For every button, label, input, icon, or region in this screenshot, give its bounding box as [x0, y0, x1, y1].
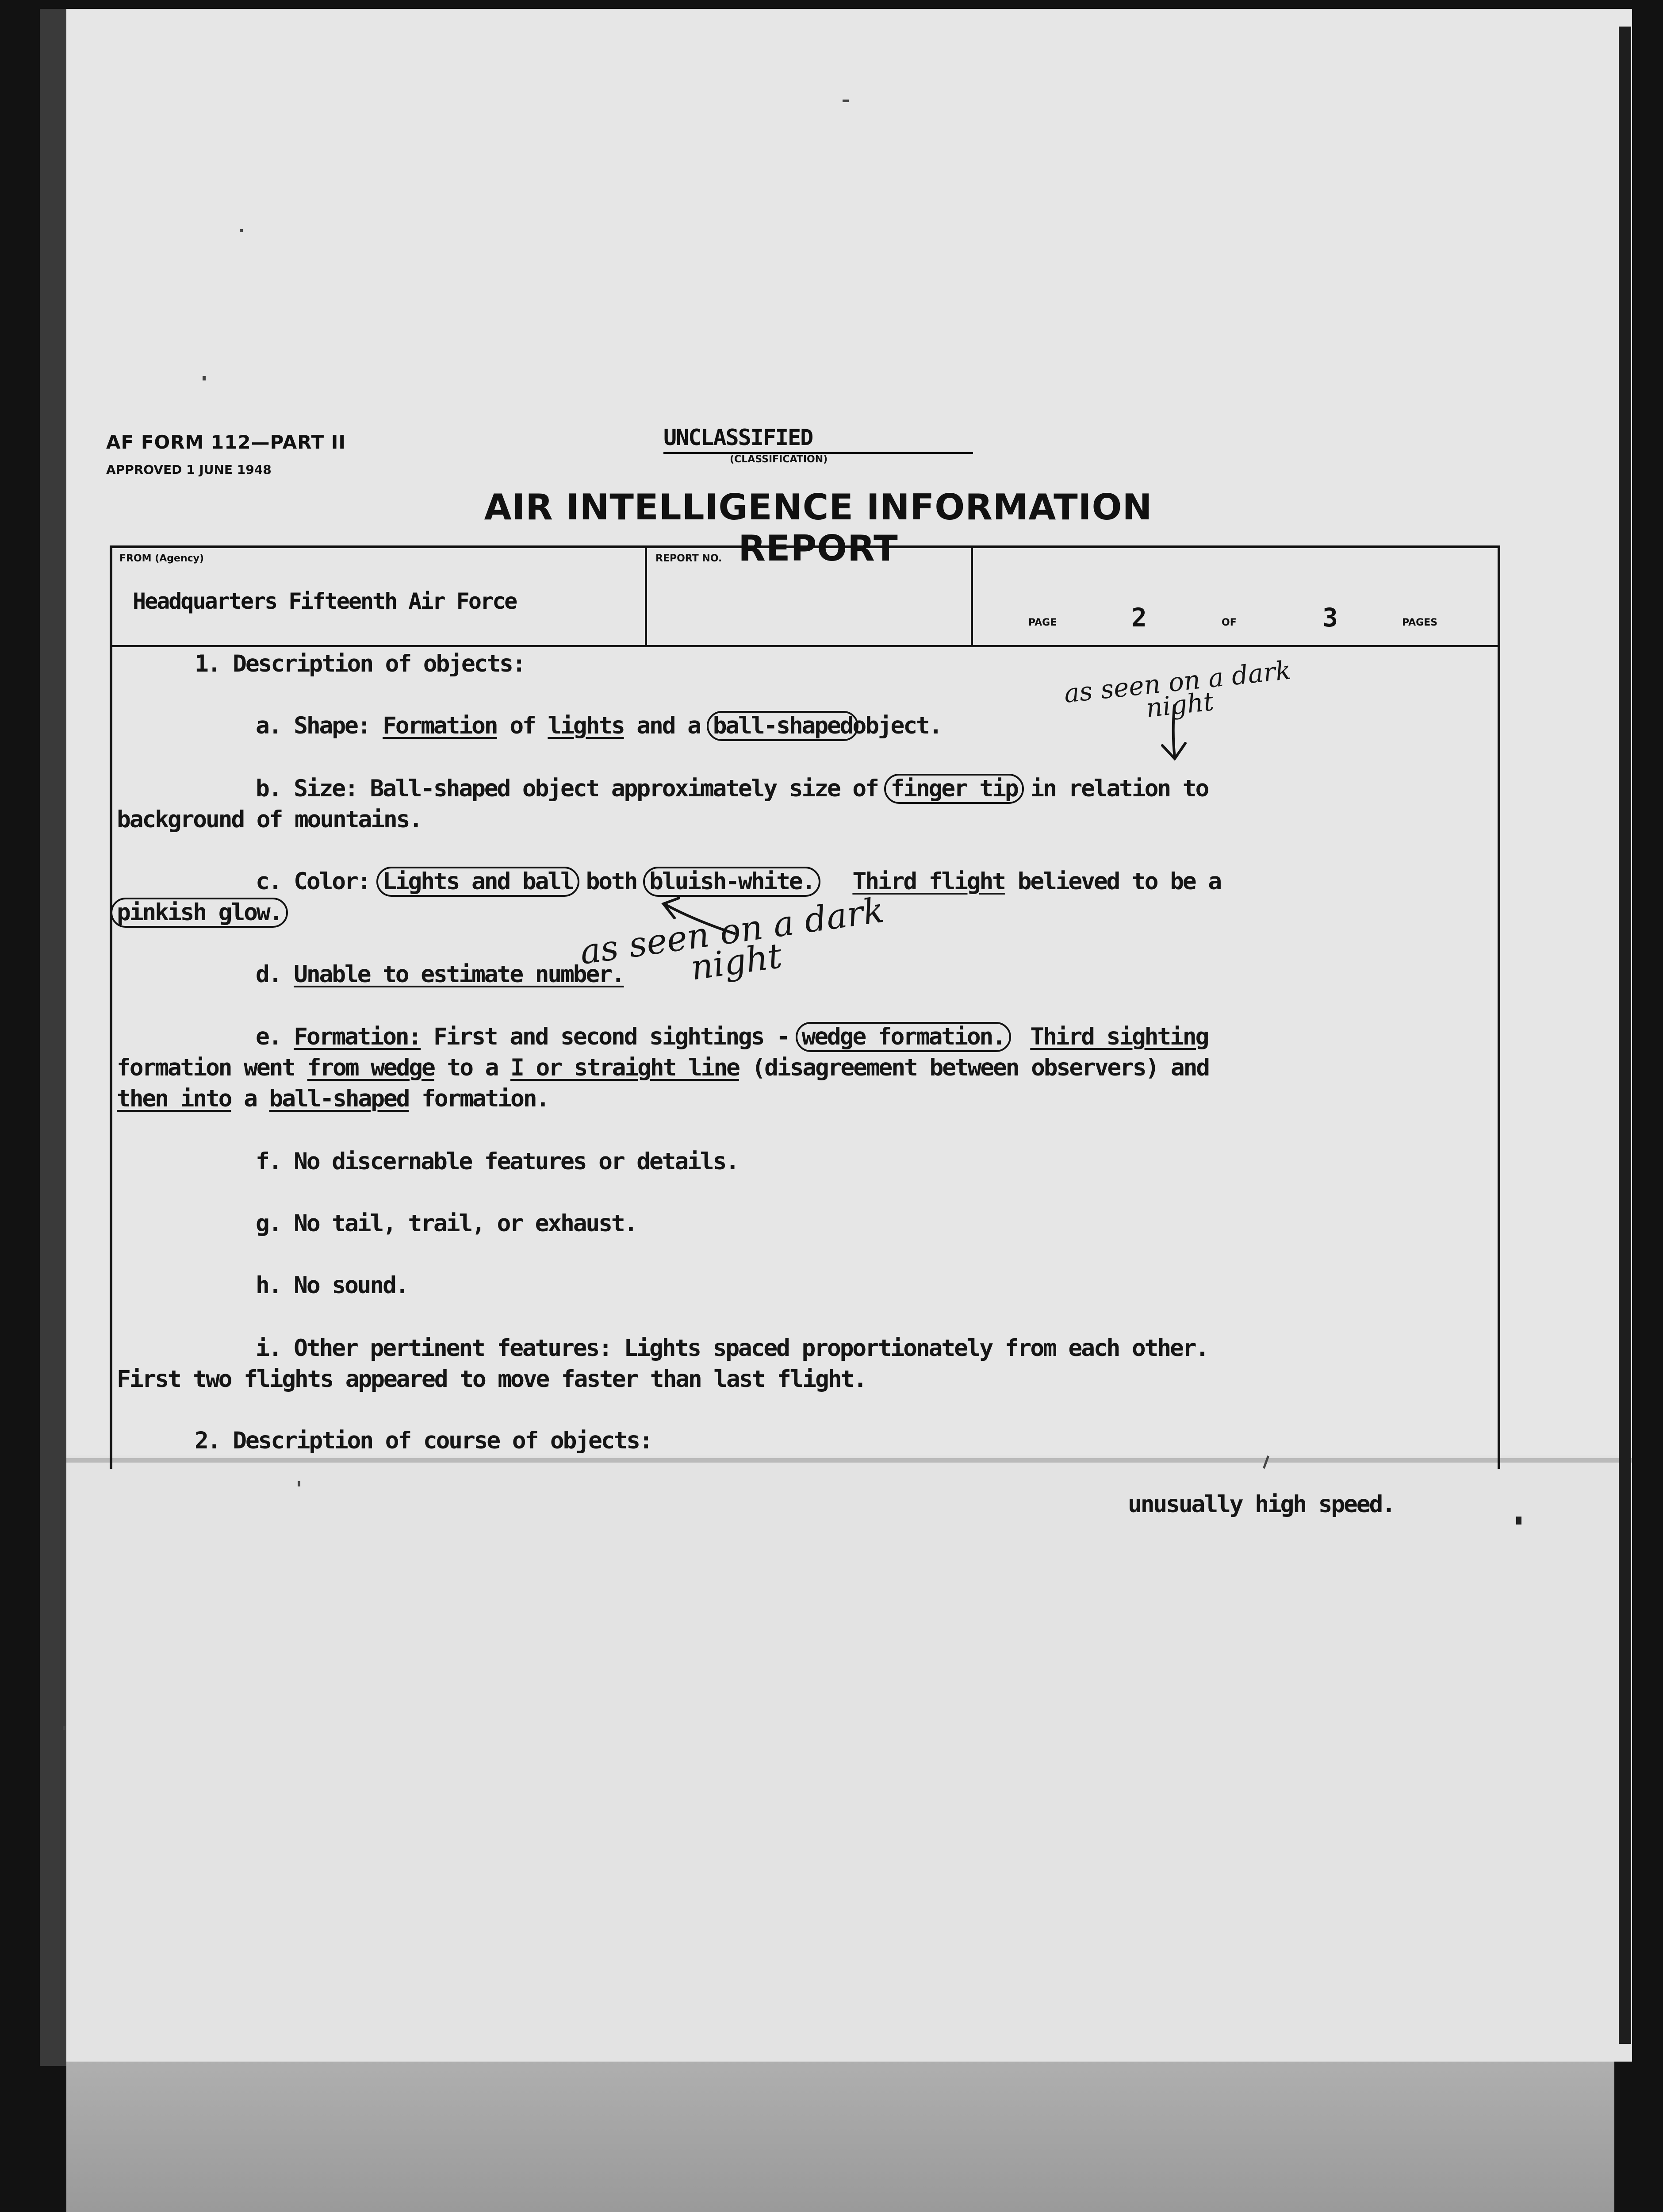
partial-visible-line: unusually high speed.	[1128, 1491, 1395, 1518]
item-b-relation: in relation to	[1017, 775, 1208, 802]
of-label: OF	[1222, 617, 1237, 628]
item-b-text: b. Size: Ball-shaped object approximately size of	[256, 775, 891, 802]
from-label: FROM (Agency)	[119, 553, 204, 564]
section-2-heading: 2. Description of course of objects:	[195, 1427, 652, 1454]
item-c-both: both	[573, 868, 649, 895]
item-c-bluish-white: bluish-white.	[643, 867, 820, 897]
scan-speck	[843, 100, 849, 102]
item-a-lights: lights	[548, 712, 624, 739]
scan-speck	[1516, 1517, 1521, 1525]
total-pages: 3	[1322, 603, 1338, 633]
handwritten-note-color: as seen on a dark night	[577, 890, 887, 988]
handwritten-note-shape: as seen on a dark night	[1062, 655, 1293, 723]
item-d-prefix: d.	[256, 961, 294, 988]
section-1-heading: 1. Description of objects:	[195, 650, 525, 677]
form-approved-date: APPROVED 1 JUNE 1948	[106, 462, 272, 477]
item-e-ball-shaped: ball-shaped	[269, 1085, 409, 1112]
item-a-formation: Formation	[383, 712, 497, 739]
item-e-formation-label: Formation:	[294, 1023, 421, 1050]
item-e-prefix: e.	[256, 1023, 294, 1050]
item-b-line2: background of mountains.	[117, 806, 422, 833]
item-c-pinkish-glow: pinkish glow.	[111, 898, 288, 928]
item-e-then-into: then into	[117, 1085, 231, 1112]
scan-speck	[240, 229, 243, 232]
page-number: 2	[1131, 603, 1147, 633]
pages-label: PAGES	[1402, 617, 1438, 628]
scan-speck	[203, 376, 206, 380]
scan-speck	[63, 1726, 65, 1730]
item-e-first: First and second sightings -	[421, 1023, 802, 1050]
scan-speck	[298, 1481, 300, 1486]
classification-label: (CLASSIFICATION)	[730, 454, 828, 465]
item-c-third-flight: Third flight	[852, 868, 1005, 895]
item-c-lights-and-ball: Lights and ball	[376, 867, 579, 897]
item-f-features: f. No discernable features or details.	[256, 1148, 738, 1175]
arrow-to-ball	[663, 898, 734, 933]
item-e-to-a: to a	[434, 1054, 510, 1081]
report-title: AIR INTELLIGENCE INFORMATION REPORT	[484, 487, 1153, 569]
form-id: AF FORM 112—PART II	[106, 431, 346, 453]
item-e-straight-line: I or straight line	[510, 1054, 739, 1081]
report-no-label: REPORT NO.	[655, 553, 722, 564]
item-a-prefix: a. Shape:	[256, 712, 383, 739]
item-i-pertinent: i. Other pertinent features: Lights spaced proportionately from each other.	[256, 1335, 1208, 1362]
item-a-and: and a	[624, 712, 713, 739]
page-label: PAGE	[1028, 617, 1057, 628]
item-e-disagreement: (disagreement between observers) and	[739, 1054, 1209, 1081]
item-c-believed: believed to be a	[1004, 868, 1221, 895]
item-c-prefix: c. Color:	[256, 868, 383, 895]
item-a-of: of	[497, 712, 548, 739]
item-b-finger-tip: finger tip	[884, 774, 1023, 804]
item-a-ball-shaped: ball-shaped	[707, 711, 859, 741]
arrow-to-object	[1162, 706, 1185, 759]
item-a-object: object.	[852, 712, 942, 739]
item-e-third: Third sighting	[1030, 1023, 1208, 1050]
item-d-text: Unable to estimate number.	[294, 961, 624, 988]
item-e-formation-end: formation.	[409, 1085, 549, 1112]
item-e-from-wedge: from wedge	[307, 1054, 434, 1081]
item-i-line2: First two flights appeared to move faster than last flight.	[117, 1366, 866, 1393]
item-e-wedge: wedge formation.	[796, 1022, 1011, 1052]
classification-marking: UNCLASSIFIED	[663, 425, 973, 454]
item-e-went: formation went	[117, 1054, 307, 1081]
item-h-sound: h. No sound.	[256, 1272, 408, 1299]
item-e-a: a	[231, 1085, 269, 1112]
from-agency: Headquarters Fifteenth Air Force	[133, 588, 517, 614]
item-g-tail: g. No tail, trail, or exhaust.	[256, 1210, 637, 1237]
